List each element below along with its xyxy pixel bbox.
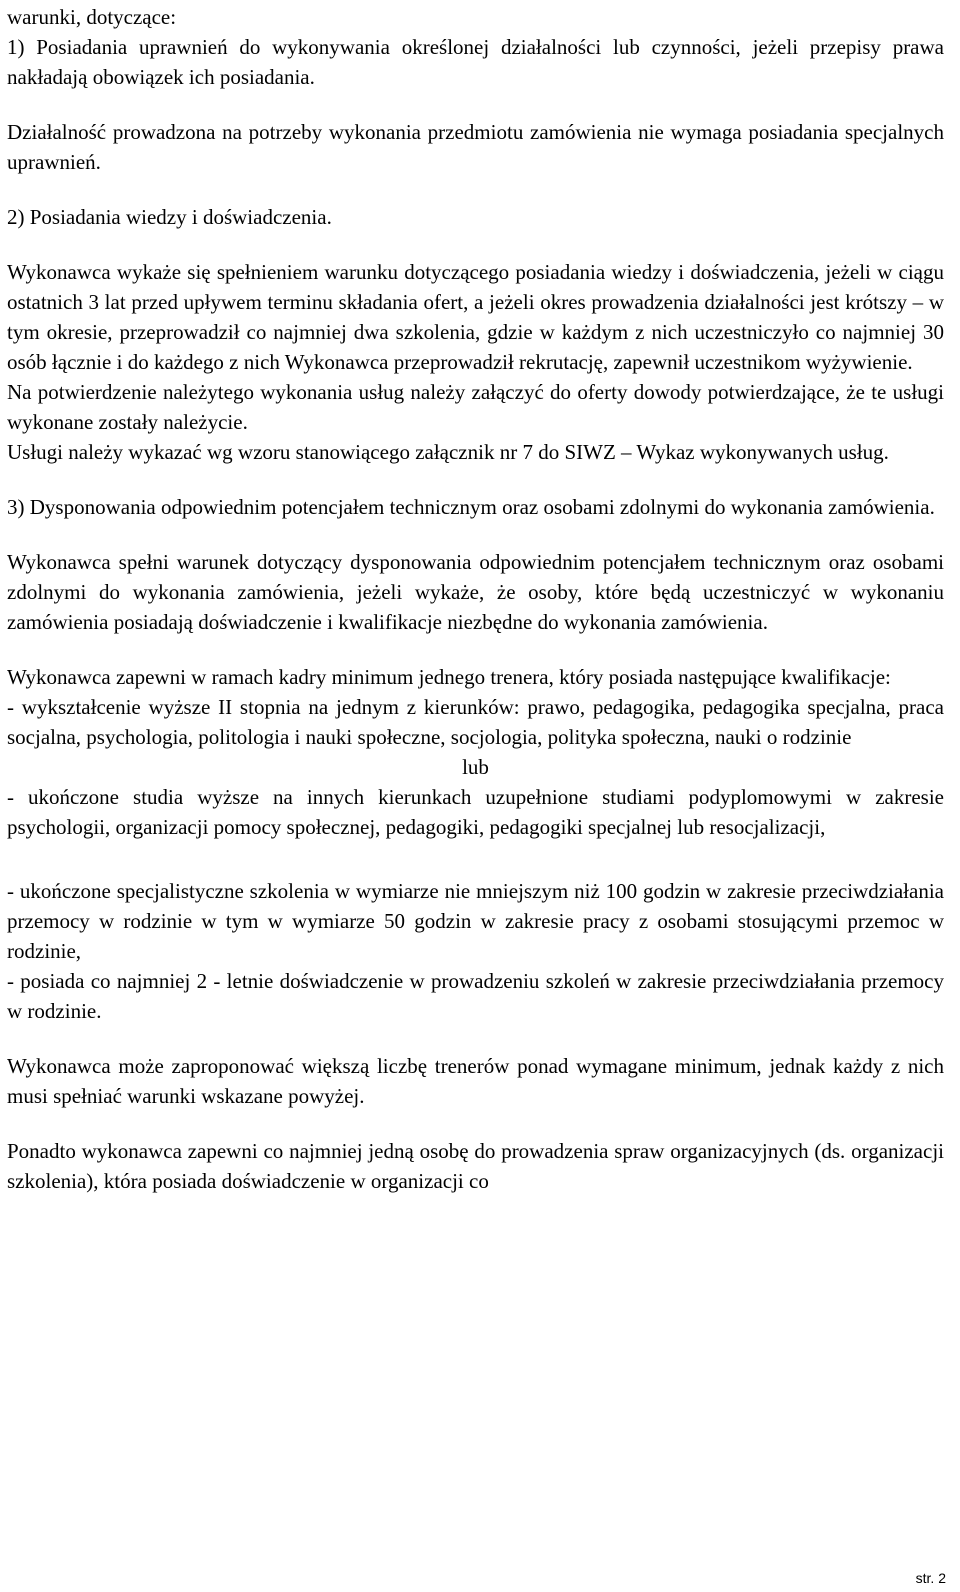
- qualification-2: - ukończone studia wyższe na innych kierunkach uzupełnione studiami podyplomowymi w zakresie psychologii, organizacji pomocy społecznej, pedagogiki, pedagogiki specjalnej lub resocjalizacji,: [7, 785, 944, 839]
- condition-1-text: Działalność prowadzona na potrzeby wykonania przedmiotu zamówienia nie wymaga posiadania specjalnych uprawnień.: [7, 120, 944, 174]
- condition-2-heading: 2) Posiadania wiedzy i doświadczenia.: [7, 205, 332, 229]
- condition-2-paragraph-1: Wykonawca wykaże się spełnieniem warunku dotyczącego posiadania wiedzy i doświadczenia, jeżeli w ciągu ostatnich 3 lat przed upływem terminu składania ofert, a jeżeli okres prowadzenia działalności jest krótszy – w tym okresie, przeprowadził co najmniej dwa szkolenia, gdzie w każdym z nich uczestniczyło co najmniej 30 osób łącznie i do każdego z nich Wykonawca przeprowadził rekrutację, zapewnił uczestnikom wyżywienie.: [7, 260, 944, 374]
- condition-2-paragraph-2: Na potwierdzenie należytego wykonania usług należy załączyć do oferty dowody potwierdzające, że te usługi wykonane zostały należycie.: [7, 380, 944, 434]
- condition-2-paragraph-3: Usługi należy wykazać wg wzoru stanowiącego załącznik nr 7 do SIWZ – Wykaz wykonywanych usług.: [7, 440, 889, 464]
- page-number: str. 2: [915, 1570, 946, 1586]
- or-separator: lub: [462, 755, 489, 779]
- additional-trainers-paragraph: Wykonawca może zaproponować większą liczbę trenerów ponad wymagane minimum, jednak każdy z nich musi spełniać warunki wskazane powyżej.: [7, 1054, 944, 1108]
- condition-3-paragraph-1: Wykonawca spełni warunek dotyczący dysponowania odpowiednim potencjałem technicznym oraz osobami zdolnymi do wykonania zamówienia, jeżeli wykaże, że osoby, które będą uczestniczyć w wykonaniu zamówienia posiadają doświadczenie i kwalifikacje niezbędne do wykonania zamówienia.: [7, 550, 944, 634]
- condition-3-heading: 3) Dysponowania odpowiednim potencjałem technicznym oraz osobami zdolnymi do wykonania zamówienia.: [7, 495, 935, 519]
- intro-text: warunki, dotyczące:: [7, 5, 177, 29]
- qualification-4: - posiada co najmniej 2 - letnie doświadczenie w prowadzeniu szkoleń w zakresie przeciwdziałania przemocy w rodzinie.: [7, 969, 944, 1023]
- qualification-1: - wykształcenie wyższe II stopnia na jednym z kierunków: prawo, pedagogika, pedagogika specjalna, praca socjalna, psychologia, politologia i nauki społeczne, socjologia, polityka społeczna, nauki o rodzinie: [7, 695, 944, 749]
- condition-1-heading: 1) Posiadania uprawnień do wykonywania określonej działalności lub czynności, jeżeli przepisy prawa nakładają obowiązek ich posiadania.: [7, 35, 944, 89]
- condition-3-paragraph-2: Wykonawca zapewni w ramach kadry minimum jednego trenera, który posiada następujące kwalifikacje:: [7, 665, 891, 689]
- organizer-paragraph: Ponadto wykonawca zapewni co najmniej jedną osobę do prowadzenia spraw organizacyjnych (ds. organizacji szkolenia), która posiada doświadczenie w organizacji co: [7, 1139, 944, 1193]
- qualification-3: - ukończone specjalistyczne szkolenia w wymiarze nie mniejszym niż 100 godzin w zakresie przeciwdziałania przemocy w rodzinie w tym w wymiarze 50 godzin w zakresie pracy z osobami stosującymi przemoc w rodzinie,: [7, 879, 944, 963]
